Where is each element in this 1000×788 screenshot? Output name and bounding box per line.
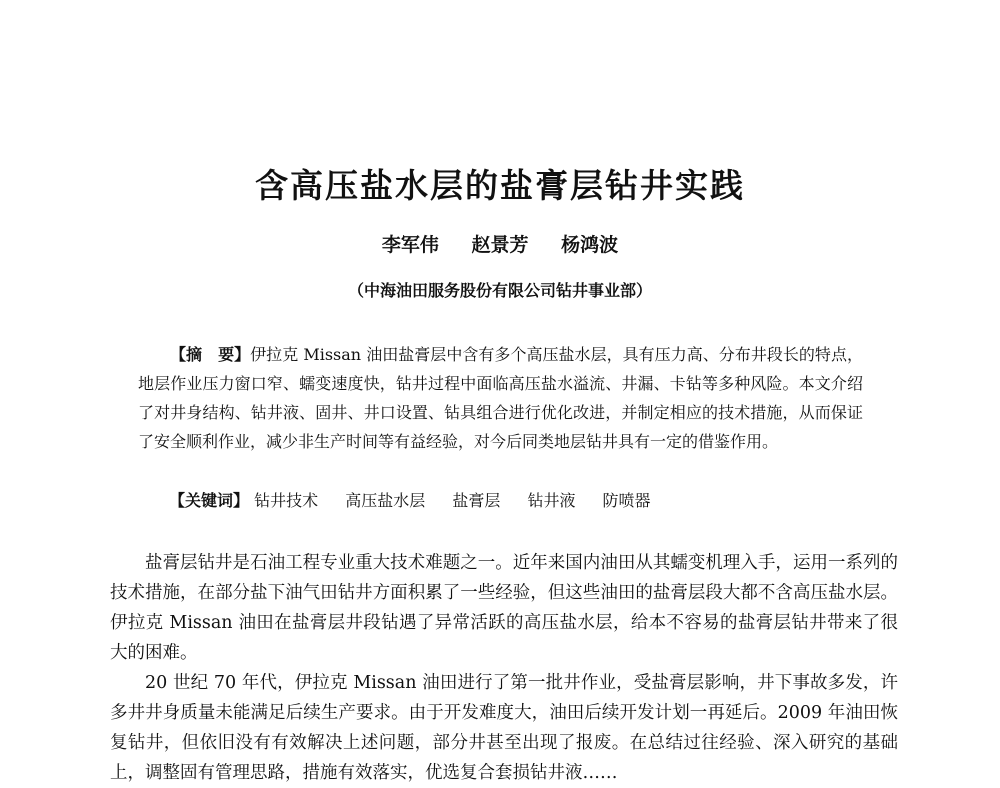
body-paragraph: 20 世纪 70 年代，伊拉克 Missan 油田进行了第一批井作业，受盐膏层影响，井下事故多发，许多井井身质量未能满足后续生产要求。由于开发难度大，油田后续开发计划一再延后。2009 年油田恢复钻井，但依旧没有有效解决上述问题，部分井甚至出现了报废。在总结过往经验、深入研究的基础上，调整固有管理思路，措施有效落实，优选复合套损钻井液…… (110, 673, 898, 783)
keywords-label: 【关键词】 (169, 491, 250, 510)
keyword: 高压盐水层 (345, 491, 426, 510)
author-name: 李军伟 (381, 234, 439, 256)
keyword: 钻井液 (527, 491, 576, 510)
keyword: 钻井技术 (254, 491, 319, 510)
abstract-label: 【摘 要】 (170, 345, 251, 364)
abstract-text: 伊拉克 Missan 油田盐膏层中含有多个高压盐水层，具有压力高、分布井段长的特点，地层作业压力窗口窄、蠕变速度快，钻井过程中面临高压盐水溢流、井漏、卡钻等多种风险。本文介绍了对井身结构、钻井液、固井、井口设置、钻具组合进行优化改进，并制定相应的技术措施，从而保证了安全顺利作业，减少非生产时间等有益经验，对今后同类地层钻井具有一定的借鉴作用。 (138, 345, 863, 451)
author-name: 赵景芳 (471, 234, 529, 256)
body-paragraph: 盐膏层钻井是石油工程专业重大技术难题之一。近年来国内油田从其蠕变机理入手，运用一系列的技术措施，在部分盐下油气田钻井方面积累了一些经验，但这些油田的盐膏层段大都不含高压盐水层。伊拉克 Missan 油田在盐膏层井段钻遇了异常活跃的高压盐水层，给本不容易的盐膏层钻井带来了很大的困难。 (110, 553, 898, 663)
author-name: 杨鸿波 (561, 234, 619, 256)
abstract-block (138, 340, 863, 456)
keywords-line (169, 488, 673, 511)
author-list (0, 230, 1000, 257)
keyword: 防喷器 (602, 491, 651, 510)
body-text (110, 548, 898, 788)
keyword: 盐膏层 (452, 491, 501, 510)
paper-title: 含高压盐水层的盐膏层钻井实践 (255, 166, 745, 205)
affiliation: （中海油田服务股份有限公司钻井事业部） (347, 281, 652, 300)
